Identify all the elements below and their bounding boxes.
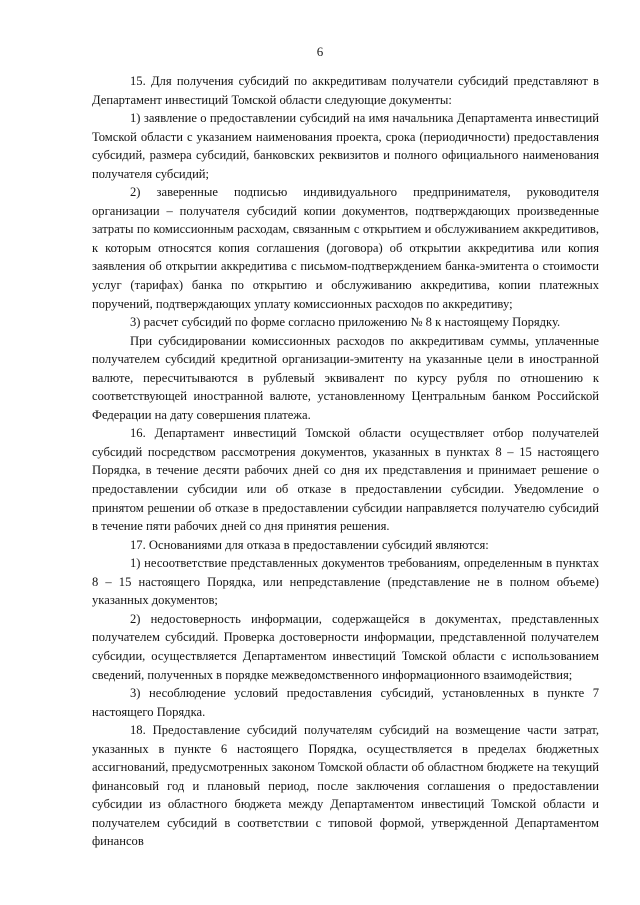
paragraph-15-intro: 15. Для получения субсидий по аккредитивам получатели субсидий представляют в Департамент инвестиций Томской области следующие документы: — [92, 74, 599, 107]
paragraph-17-item-3: 3) несоблюдение условий предоставления субсидий, установленных в пункте 7 настоящего Порядка. — [92, 686, 599, 719]
document-body — [92, 72, 599, 851]
paragraph-15-item-3: 3) расчет субсидий по форме согласно приложению № 8 к настоящему Порядку. — [130, 315, 561, 330]
paragraph-15-item-1: 1) заявление о предоставлении субсидий на имя начальника Департамента инвестиций Томской области с указанием наименования проекта, срока (периодичности) предоставления субсидий, размера субсидий, банковских реквизитов и полного официального наименования получателя субсидий; — [92, 111, 599, 181]
paragraph-17-intro: 17. Основаниями для отказа в предоставлении субсидий являются: — [130, 537, 489, 552]
paragraph-16: 16. Департамент инвестиций Томской области осуществляет отбор получателей субсидий посредством рассмотрения документов, указанных в пунктах 8 – 15 настоящего Порядка, в течение десяти рабочих дней со дня их представления и принимает решение о предоставлении субсидии или об отказе в предоставлении субсидии. Уведомление о принятом решении об отказе в предоставлении субсидии направляется получателю субсидий в течение пяти рабочих дней со дня принятия решения. — [92, 426, 599, 534]
paragraph-17-item-1: 1) несоответствие представленных документов требованиям, определенным в пунктах 8 – 15 настоящего Порядка, или непредставление (представление не в полном объеме) указанных документов; — [92, 556, 599, 608]
page-number: 6 — [316, 44, 324, 59]
paragraph-currency-note: При субсидировании комиссионных расходов по аккредитивам суммы, уплаченные получателем субсидий кредитной организации-эмитенту на указанные цели в иностранной валюте, пересчитываются в рублевый эквивалент по курсу рубля по отношению к соответствующей иностранной валюте, установленному Центральным банком Российской Федерации на дату совершения платежа. — [92, 333, 599, 422]
paragraph-18: 18. Предоставление субсидий получателям субсидий на возмещение части затрат, указанных в пункте 6 настоящего Порядка, осуществляется в пределах бюджетных ассигнований, предусмотренных законом Томской области об областном бюджете на текущий финансовый год и плановый период, после заключения соглашения о предоставлении субсидии из областного бюджета между Департаментом инвестиций Томской области и получателем субсидий в соответствии с типовой формой, утвержденной Департаментом финансов — [92, 723, 599, 849]
paragraph-15-item-2: 2) заверенные подписью индивидуального предпринимателя, руководителя организации – получателя субсидий копии документов, подтверждающих произведенные затраты по комиссионным расходам, связанным с открытием и обслуживанием аккредитивов, к которым относятся копия соглашения (договора) об открытии аккредитива или копия заявления об открытии аккредитива с письмом-подтверждением банка-эмитента о стоимости услуг (тарифах) банка по открытию и обслуживанию аккредитива, копии платежных поручений, подтверждающих уплату комиссионных расходов по аккредитиву; — [92, 185, 599, 311]
paragraph-17-item-2: 2) недостоверность информации, содержащейся в документах, представленных получателем субсидий. Проверка достоверности информации, представленной получателем субсидии, осуществляется Департаментом инвестиций Томской области с использованием сведений, полученных в порядке межведомственного информационного взаимодействия; — [92, 611, 599, 682]
